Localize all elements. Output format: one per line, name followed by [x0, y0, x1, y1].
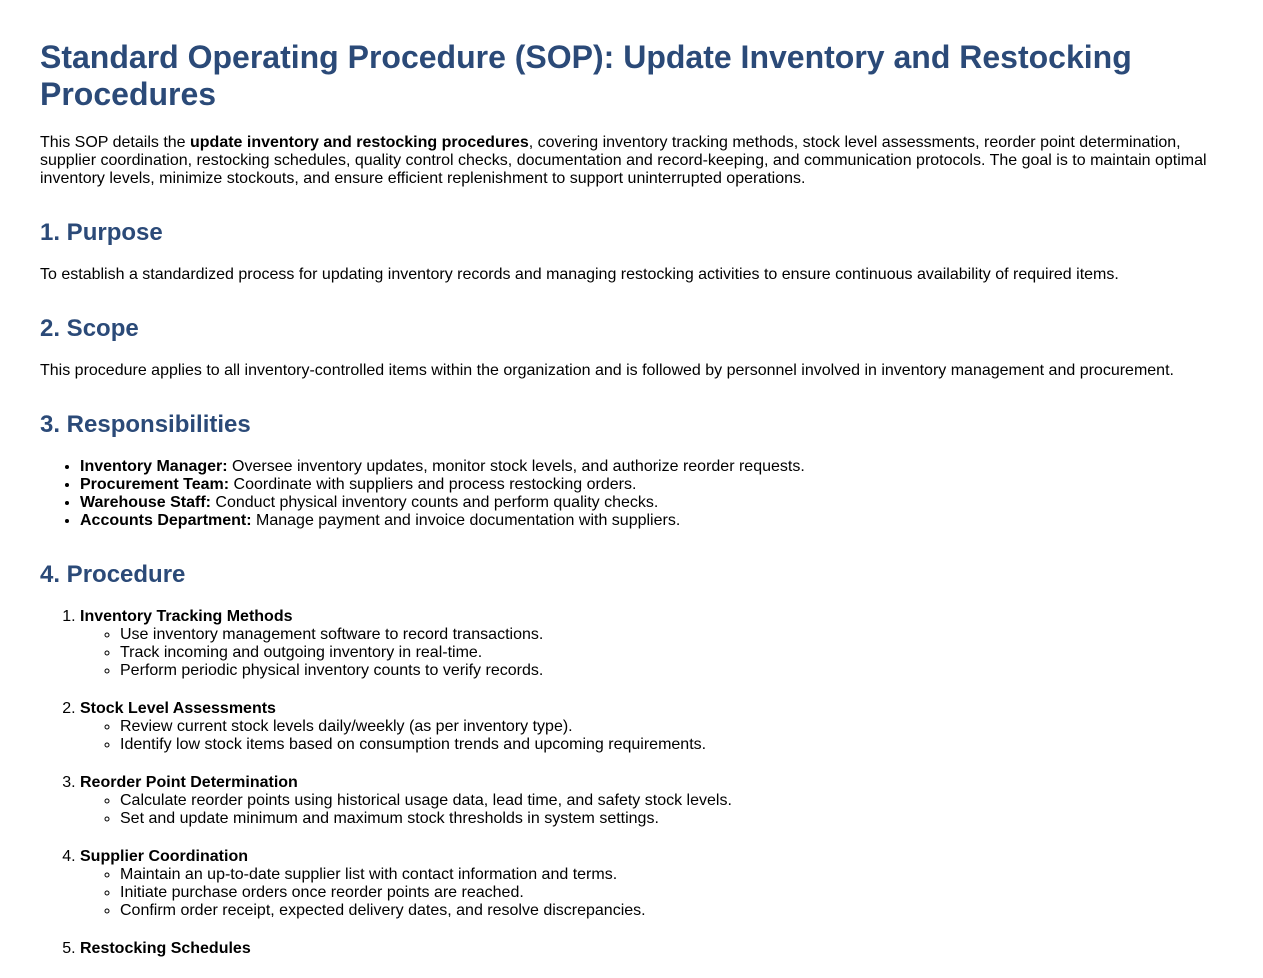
heading-scope: 2. Scope: [40, 315, 139, 342]
list-item: [80, 458, 805, 476]
step-title: Reorder Point Determination: [80, 774, 298, 791]
role-label: Warehouse Staff:: [80, 494, 211, 511]
list-item: ◦ Review current stock levels daily/weekly (as per inventory type).: [120, 718, 732, 736]
intro-suffix: , covering inventory tracking methods, stock level assessments, reorder point determination, supplier coordination, restocking schedules, quality control checks, documentation and record-keeping, and communication protocols. The goal is to maintain optimal inventory levels, minimize stockouts, and ensure efficient replenishment to support uninterrupted operations.: [40, 134, 1207, 187]
step-title: Restocking Schedules: [80, 940, 251, 957]
procedure-step: [80, 848, 732, 920]
list-item: ◦ Use inventory management software to record transactions.: [120, 626, 732, 644]
step-bullets: [80, 626, 732, 680]
step-title: Inventory Tracking Methods: [80, 608, 293, 625]
role-text: Manage payment and invoice documentation with suppliers.: [251, 512, 681, 529]
heading-purpose: 1. Purpose: [40, 219, 163, 246]
scope-text: This procedure applies to all inventory-controlled items within the organization and is followed by personnel involved in inventory management and procurement.: [40, 362, 1174, 379]
heading-procedure: 4. Procedure: [40, 561, 186, 588]
procedure-step: [80, 774, 732, 828]
role-text: Coordinate with suppliers and process restocking orders.: [229, 476, 637, 493]
intro-bold: update inventory and restocking procedures: [190, 134, 529, 151]
role-label: Accounts Department:: [80, 512, 252, 529]
list-item: ◦ Identify low stock items based on consumption trends and upcoming requirements.: [120, 736, 732, 754]
list-item: [80, 512, 805, 530]
list-item: ◦ Calculate reorder points using historical usage data, lead time, and safety stock levels.: [120, 792, 732, 810]
procedure-step: [80, 700, 732, 754]
responsibilities-list: [40, 458, 805, 530]
intro-paragraph: [40, 134, 1220, 188]
step-bullets: [80, 792, 732, 828]
step-bullets: [80, 718, 732, 754]
procedure-step: [80, 940, 732, 958]
list-item: ◦ Track incoming and outgoing inventory in real-time.: [120, 644, 732, 662]
step-title: Stock Level Assessments: [80, 700, 276, 717]
list-item: [80, 494, 805, 512]
procedure-step: [80, 608, 732, 680]
list-item: ◦ Maintain an up-to-date supplier list with contact information and terms.: [120, 866, 732, 884]
list-item: ◦ Perform periodic physical inventory counts to verify records.: [120, 662, 732, 680]
intro-prefix: This SOP details the: [40, 134, 190, 151]
list-item: ◦ Set and update minimum and maximum stock thresholds in system settings.: [120, 810, 732, 828]
role-label: Inventory Manager:: [80, 458, 228, 475]
list-item: ◦ Confirm order receipt, expected delivery dates, and resolve discrepancies.: [120, 902, 732, 920]
role-label: Procurement Team:: [80, 476, 230, 493]
list-item: [80, 476, 805, 494]
step-title: Supplier Coordination: [80, 848, 248, 865]
step-bullets: [80, 866, 732, 920]
role-text: Oversee inventory updates, monitor stock levels, and authorize reorder requests.: [227, 458, 805, 475]
heading-responsibilities: 3. Responsibilities: [40, 411, 251, 438]
purpose-text: To establish a standardized process for updating inventory records and managing restocking activities to ensure continuous availability of required items.: [40, 266, 1119, 283]
list-item: ◦ Initiate purchase orders once reorder points are reached.: [120, 884, 732, 902]
role-text: Conduct physical inventory counts and perform quality checks.: [210, 494, 659, 511]
procedure-steps: [40, 608, 732, 978]
page-title: Standard Operating Procedure (SOP): Update Inventory and Restocking Procedures: [40, 39, 1132, 112]
